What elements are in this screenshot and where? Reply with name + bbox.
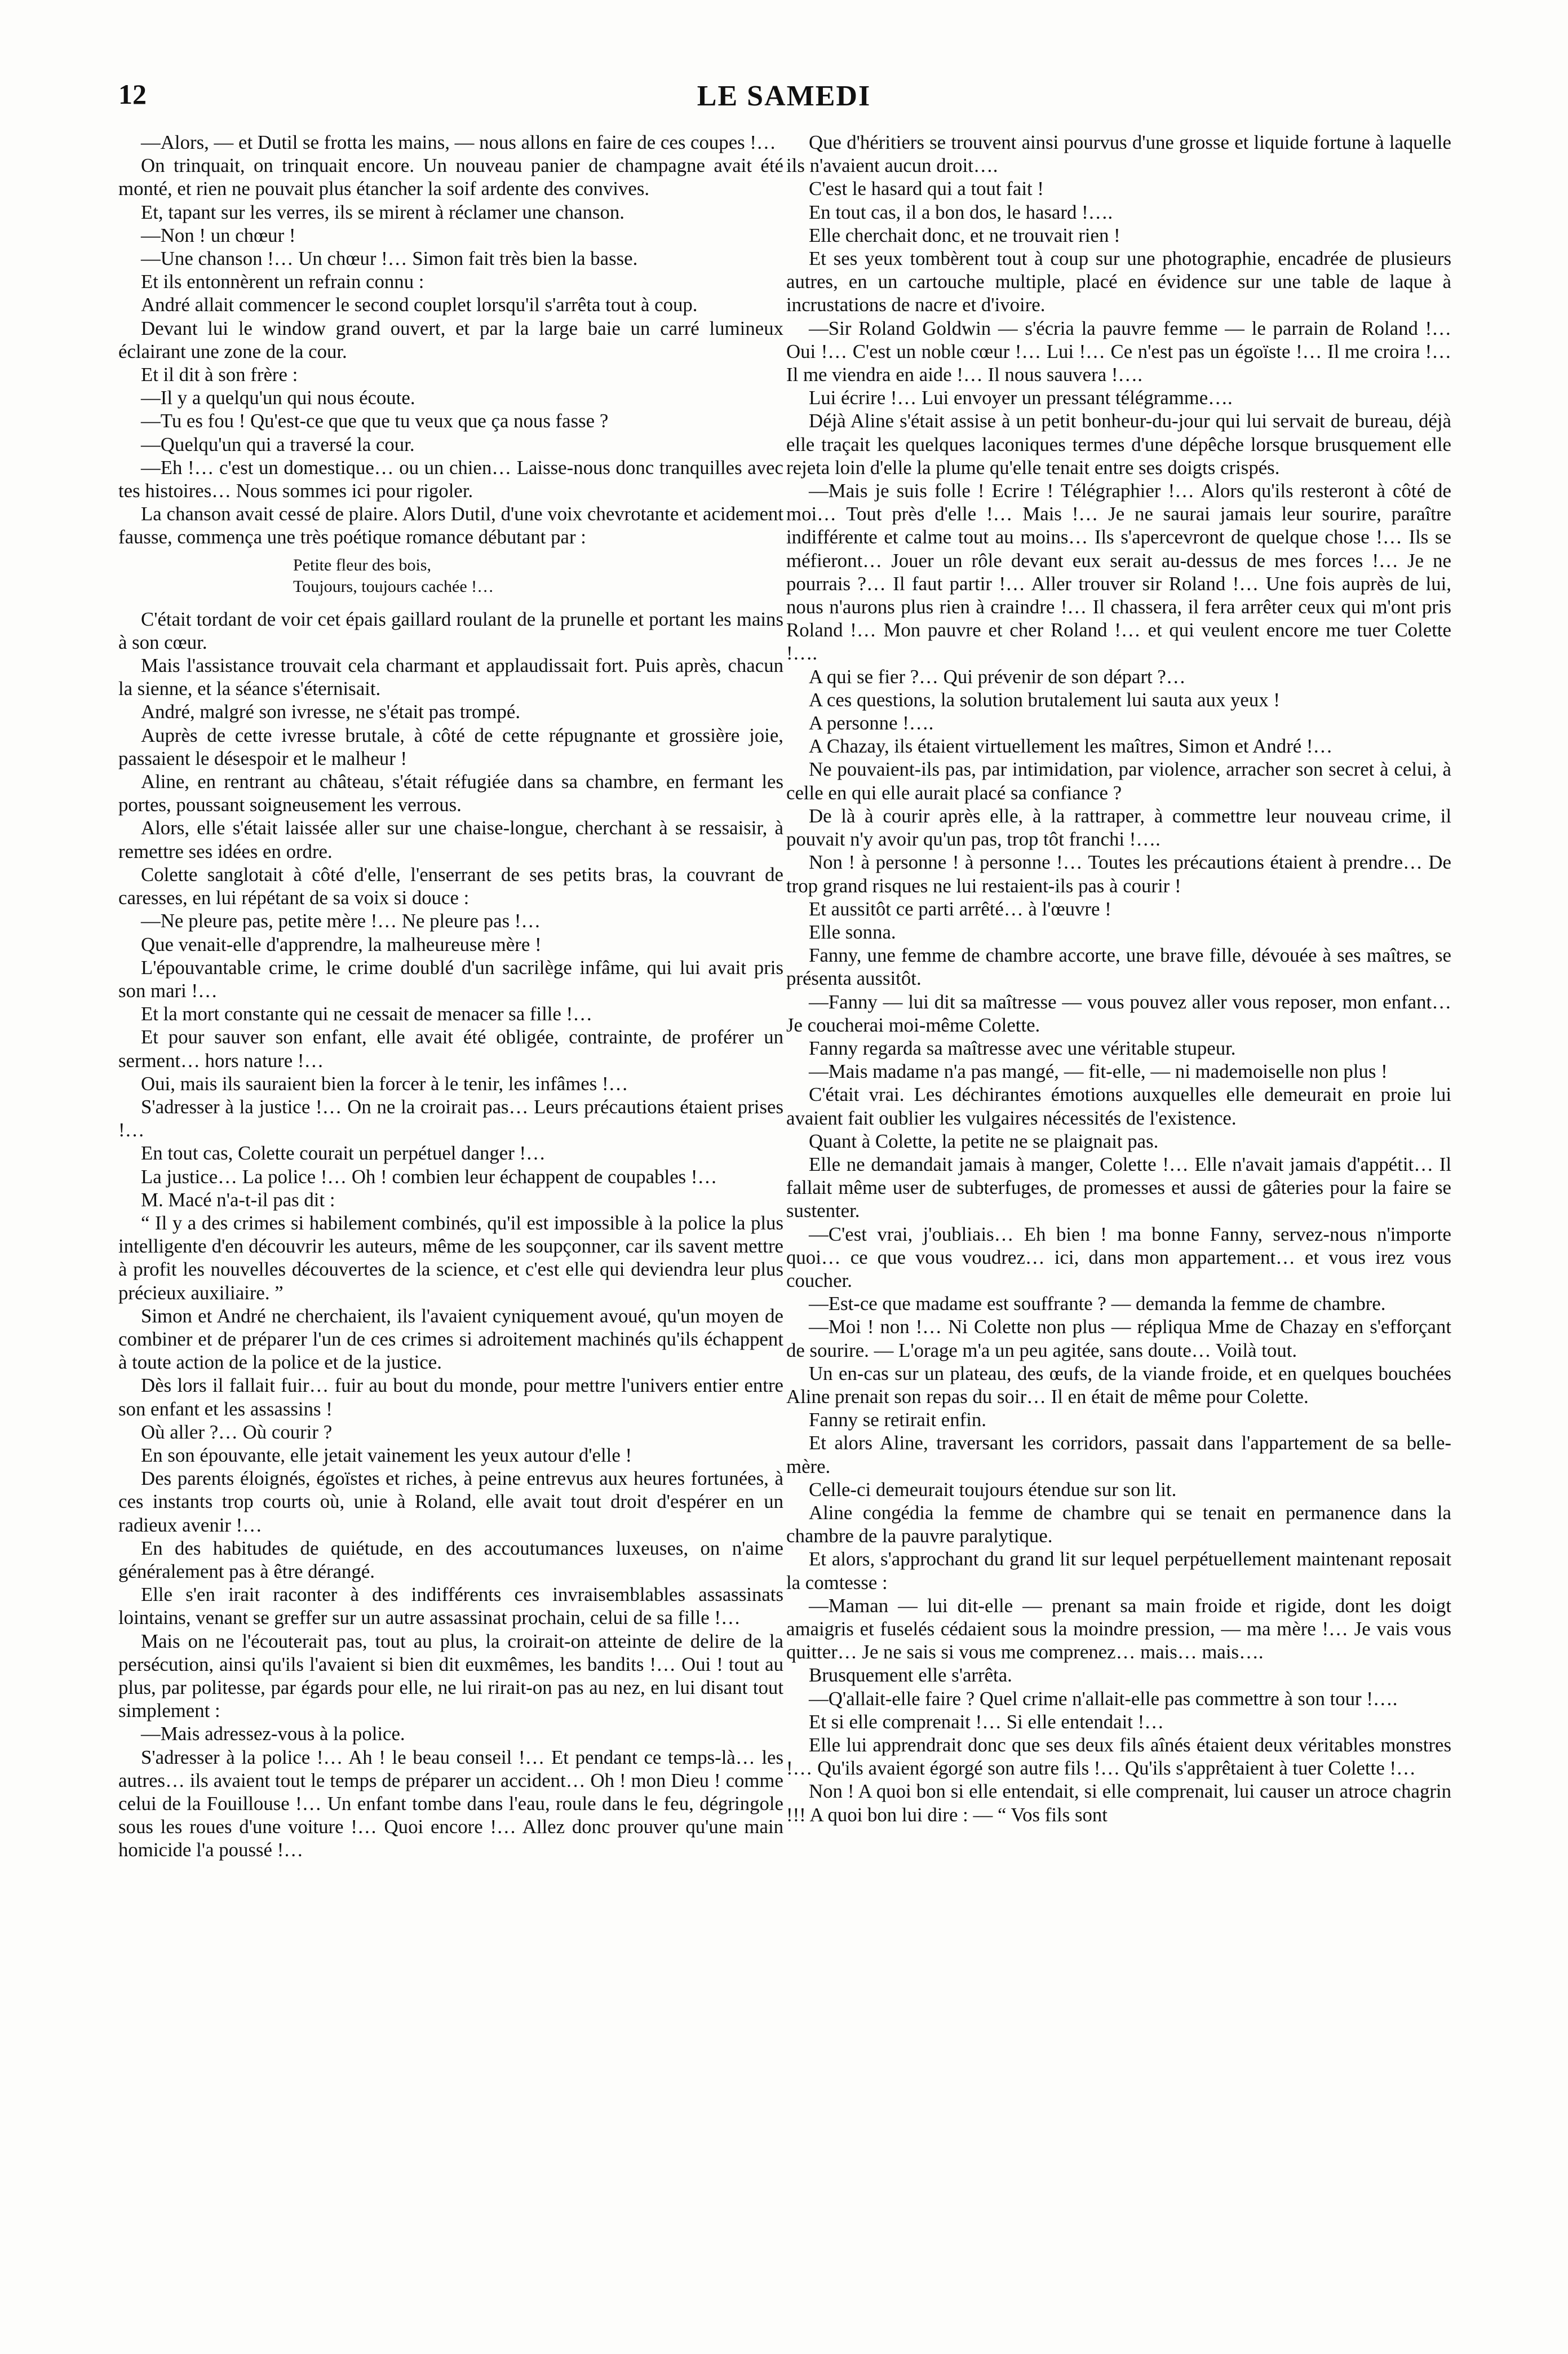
paragraph: En son épouvante, elle jetait vainement les yeux autour d'elle ! — [141, 1444, 632, 1466]
left-column — [118, 131, 783, 2318]
paragraph: Alors, elle s'était laissée aller sur une chaise-longue, cherchant à se ressaisir, à remettre ses idées en ordre. — [118, 817, 783, 862]
paragraph: Et ses yeux tombèrent tout à coup sur une photographie, encadrée de plusieurs autres, en un cartouche multiple, placé en évidence sur une table de laque à incrustations de nacre et d'ivoire. — [786, 247, 1451, 316]
paragraph: En tout cas, Colette courait un perpétuel danger !… — [141, 1142, 546, 1165]
paragraph: Un en-cas sur un plateau, des œufs, de la viande froide, et en quelques bouchées Aline prenait son repas du soir… Il en était de même pour Colette. — [786, 1362, 1451, 1408]
verse-line: Toujours, toujours cachée !… — [293, 577, 494, 596]
paragraph: M. Macé n'a-t-il pas dit : — [141, 1188, 335, 1211]
paragraph: Des parents éloignés, égoïstes et riches, à peine entrevus aux heures fortunées, à ces instants trop courts où, unie à Roland, elle avait tout droit d'espérer en un radieux avenir !… — [118, 1467, 783, 1536]
paragraph: C'est le hasard qui a tout fait ! — [809, 178, 1044, 200]
paragraph: Que d'héritiers se trouvent ainsi pourvus d'une grosse et liquide fortune à laquelle ils n'avaient aucun droit…. — [786, 131, 1451, 177]
paragraph: —Q'allait-elle faire ? Quel crime n'allait-elle pas commettre à son tour !…. — [809, 1687, 1398, 1710]
paragraph: Elle sonna. — [809, 921, 896, 943]
paragraph: —Une chanson !… Un chœur !… Simon fait très bien la basse. — [141, 247, 638, 270]
paragraph: —Eh !… c'est un domestique… ou un chien… Laisse-nous donc tranquilles avec tes histoires… Nous sommes ici pour rigoler. — [118, 456, 783, 502]
paragraph: Et alors Aline, traversant les corridors, passait dans l'appartement de sa belle-mère. — [786, 1432, 1451, 1477]
paragraph: La justice… La police !… Oh ! combien leur échappent de coupables !… — [141, 1165, 717, 1188]
paragraph: —Tu es fou ! Qu'est-ce que que tu veux que ça nous fasse ? — [141, 410, 609, 432]
paragraph: La chanson avait cessé de plaire. Alors Dutil, d'une voix chevrotante et acidement fausse, commença une très poétique romance débutant par : — [118, 503, 783, 548]
right-column — [786, 131, 1451, 2318]
paragraph: Et, tapant sur les verres, ils se mirent à réclamer une chanson. — [141, 201, 625, 223]
paragraph: S'adresser à la justice !… On ne la croirait pas… Leurs précautions étaient prises !… — [118, 1095, 783, 1141]
paragraph: A qui se fier ?… Qui prévenir de son départ ?… — [809, 665, 1186, 688]
paragraph: Aline, en rentrant au château, s'était réfugiée dans sa chambre, en fermant les portes, poussant soigneusement les verrous. — [118, 771, 783, 816]
paragraph: Fanny, une femme de chambre accorte, une brave fille, dévouée à ses maîtres, se présenta aussitôt. — [786, 944, 1451, 990]
paragraph: Dès lors il fallait fuir… fuir au bout du monde, pour mettre l'univers entier entre son enfant et les assassins ! — [118, 1374, 783, 1420]
paragraph: Colette sanglotait à côté d'elle, l'enserrant de ses petits bras, la couvrant de caresses, en lui répétant de sa voix si douce : — [118, 863, 783, 909]
paragraph: Fanny regarda sa maîtresse avec une véritable stupeur. — [809, 1037, 1236, 1059]
paragraph: —Est-ce que madame est souffrante ? — demanda la femme de chambre. — [809, 1293, 1386, 1315]
paragraph: —Fanny — lui dit sa maîtresse — vous pouvez aller vous reposer, mon enfant… Je coucherai moi-même Colette. — [786, 990, 1451, 1036]
paragraph: Oui, mais ils sauraient bien la forcer à le tenir, les infâmes !… — [141, 1072, 628, 1095]
paragraph: De là à courir après elle, à la rattraper, à commettre leur nouveau crime, il pouvait n'y avoir qu'un pas, trop tôt franchi !…. — [786, 804, 1451, 851]
paragraph: S'adresser à la police !… Ah ! le beau conseil !… Et pendant ce temps-là… les autres… ils avaient tout le temps de préparer un accident… Oh ! mon Dieu ! comme celui de la Fouillouse !… Un enfant tombe dans l'eau, roule dans le feu, dégringole sous les roues d'une voiture !… Quoi encore !… Allez donc prouver qu'une main homicide l'a poussé !… — [118, 1746, 783, 1861]
paragraph: Et si elle comprenait !… Si elle entendait !… — [809, 1710, 1164, 1733]
paragraph: Que venait-elle d'apprendre, la malheureuse mère ! — [141, 933, 542, 955]
paragraph: —Mais madame n'a pas mangé, — fit-elle, — ni mademoiselle non plus ! — [809, 1060, 1388, 1083]
paragraph: —C'est vrai, j'oubliais… Eh bien ! ma bonne Fanny, servez-nous n'importe quoi… ce que vous voudrez… ici, dans mon appartement… et vous irez vous coucher. — [786, 1223, 1451, 1291]
paragraph: Mais on ne l'écouterait pas, tout au plus, la croirait-on atteinte de delire de la persécution, ainsi qu'ils l'avaient si bien dit euxmêmes, les bandits !… Oui ! tout au plus, par politesse, par égards pour elle, ne lui rirait-on pas au nez, en lui disant tout simplement : — [118, 1630, 783, 1722]
paragraph: “ Il y a des crimes si habilement combinés, qu'il est impossible à la police la plus intelligente d'en découvrir les auteurs, même de les soupçonner, car ils savent mettre à profit les nouvelles découvertes de la science, et c'est elle qui deviendra leur plus précieux auxiliaire. ” — [118, 1211, 783, 1304]
song-verse — [118, 555, 783, 598]
paragraph: Et la mort constante qui ne cessait de menacer sa fille !… — [141, 1003, 592, 1025]
paragraph: —Moi ! non !… Ni Colette non plus — répliqua Mme de Chazay en s'efforçant de sourire. — L'orage m'a un peu agitée, sans doute… Voilà tout. — [786, 1316, 1451, 1361]
paragraph: Auprès de cette ivresse brutale, à côté de cette répugnante et grossière joie, passaient le désespoir et le malheur ! — [118, 724, 783, 769]
paragraph: André allait commencer le second couplet lorsqu'il s'arrêta tout à coup. — [141, 294, 698, 316]
paragraph: —Il y a quelqu'un qui nous écoute. — [141, 387, 415, 409]
verse-line: Petite fleur des bois, — [293, 555, 431, 574]
paragraph: C'était vrai. Les déchirantes émotions auxquelles elle demeurait en proie lui avaient fait oublier les vulgaires nécessités de l'existence. — [786, 1083, 1451, 1129]
page-header — [118, 73, 1450, 118]
paragraph: Elle lui apprendrait donc que ses deux fils aînés étaient deux véritables monstres !… Qu'ils avaient égorgé son autre fils !… Qu'ils s'apprêtaient à tuer Colette !… — [786, 1734, 1451, 1780]
paragraph: A Chazay, ils étaient virtuellement les maîtres, Simon et André !… — [809, 735, 1333, 758]
paragraph: A ces questions, la solution brutalement lui sauta aux yeux ! — [809, 688, 1280, 711]
paragraph: Et il dit à son frère : — [141, 364, 298, 386]
paragraph: Non ! à personne ! à personne !… Toutes les précautions étaient à prendre… De trop grand risques ne lui restaient-ils pas à courir ! — [786, 851, 1451, 897]
paragraph: Elle cherchait donc, et ne trouvait rien ! — [809, 224, 1120, 246]
paragraph: —Quelqu'un qui a traversé la cour. — [141, 433, 415, 455]
paragraph: Mais l'assistance trouvait cela charmant et applaudissait fort. Puis après, chacun la sienne, et la séance s'éternisait. — [118, 654, 783, 700]
paragraph: —Mais adressez-vous à la police. — [141, 1723, 405, 1745]
paragraph: Elle ne demandait jamais à manger, Colette !… Elle n'avait jamais d'appétit… Il fallait même user de subterfuges, de promesses et aussi de gâteries pour la faire se sustenter. — [786, 1153, 1451, 1222]
paragraph: André, malgré son ivresse, ne s'était pas trompé. — [141, 701, 521, 723]
paragraph: En des habitudes de quiétude, en des accoutumances luxeuses, on n'aime généralement pas à être dérangé. — [118, 1537, 783, 1582]
paragraph: Simon et André ne cherchaient, ils l'avaient cyniquement avoué, qu'un moyen de combiner et de préparer l'un de ces crimes si adroitement machinés qu'ils échappent à toute action de la police et de la justice. — [118, 1304, 783, 1374]
paragraph: C'était tordant de voir cet épais gaillard roulant de la prunelle et portant les mains à son cœur. — [118, 608, 783, 653]
paragraph: —Mais je suis folle ! Ecrire ! Télégraphier !… Alors qu'ils resteront à côté de moi… Tout près d'elle !… Mais !… Je ne saurai jamais leur sourire, paraître indifférente et calme tout au moins… Ils s'apercevront de quelque chose !… Ils se méfieront… Jouer un rôle devant eux serait au-dessus de mes forces !… Je ne pourrais ?… Il faut partir !… Aller trouver sir Roland !… Une fois auprès de lui, nous n'aurons plus rien à craindre !… Il chassera, il fera arrêter ceux qui m'ont pris Roland !… Mon pauvre et cher Roland !… et qui veulent encore me tuer Colette !…. — [786, 480, 1451, 665]
paragraph: Ne pouvaient-ils pas, par intimidation, par violence, arracher son secret à celui, à celle en qui elle aurait placé sa confiance ? — [786, 758, 1451, 804]
paragraph: Et aussitôt ce parti arrêté… à l'œuvre ! — [809, 897, 1111, 920]
paragraph: Où aller ?… Où courir ? — [141, 1421, 333, 1443]
paragraph: Brusquement elle s'arrêta. — [809, 1664, 1012, 1687]
paragraph: Quant à Colette, la petite ne se plaignait pas. — [809, 1130, 1159, 1152]
paragraph: Elle s'en irait raconter à des indifférents ces invraisemblables assassinats lointains, venant se greffer sur un autre assassinat prochain, celui de sa fille !… — [118, 1583, 783, 1629]
paragraph: En tout cas, il a bon dos, le hasard !…. — [809, 201, 1113, 223]
paragraph: —Maman — lui dit-elle — prenant sa main froide et rigide, dont les doigt amaigris et fuselés cédaient sous la moindre pression, — ma mère !… Je vais vous quitter… Je ne sais si vous me comprenez… mais… mais…. — [786, 1594, 1451, 1663]
paragraph: —Sir Roland Goldwin — s'écria la pauvre femme — le parrain de Roland !… Oui !… C'est un noble cœur !… Lui !… Ce n'est pas un égoïste !… Il me croira !… Il me viendra en aide !… Il nous sauvera !…. — [786, 317, 1451, 386]
paragraph: Déjà Aline s'était assise à un petit bonheur-du-jour qui lui servait de bureau, déjà elle traçait les quelques laconiques termes d'une dépêche lorsque brusquement elle rejeta loin d'elle la plume qu'elle tenait entre ses doigts crispés. — [786, 410, 1451, 479]
page-number: 12 — [118, 78, 147, 110]
paragraph: —Alors, — et Dutil se frotta les mains, — nous allons en faire de ces coupes !… — [141, 131, 776, 153]
running-title: LE SAMEDI — [697, 79, 871, 112]
paragraph: Et ils entonnèrent un refrain connu : — [141, 271, 424, 293]
paragraph: Fanny se retirait enfin. — [809, 1409, 987, 1431]
paragraph: On trinquait, on trinquait encore. Un nouveau panier de champagne avait été monté, et rien ne pouvait plus étancher la soif ardente des convives. — [118, 154, 783, 200]
paragraph: Celle-ci demeurait toujours étendue sur son lit. — [809, 1478, 1177, 1501]
paragraph: Devant lui le window grand ouvert, et par la large baie un carré lumineux éclairant une zone de la cour. — [118, 317, 783, 362]
paragraph: Et alors, s'approchant du grand lit sur lequel perpétuellement maintenant reposait la comtesse : — [786, 1548, 1451, 1594]
paragraph: Aline congédia la femme de chambre qui se tenait en permanence dans la chambre de la pauvre paralytique. — [786, 1501, 1451, 1547]
paragraph: —Ne pleure pas, petite mère !… Ne pleure pas !… — [141, 910, 541, 932]
paragraph: Et pour sauver son enfant, elle avait été obligée, contrainte, de proférer un serment… hors nature !… — [118, 1026, 783, 1072]
paragraph: Lui écrire !… Lui envoyer un pressant télégramme…. — [809, 387, 1233, 409]
paragraph: L'épouvantable crime, le crime doublé d'un sacrilège infâme, qui lui avait pris son mari !… — [118, 956, 783, 1002]
paragraph: —Non ! un chœur ! — [141, 224, 296, 246]
paragraph: Non ! A quoi bon si elle entendait, si elle comprenait, lui causer un atroce chagrin !!! A quoi bon lui dire : — “ Vos fils sont — [786, 1780, 1451, 1826]
paragraph: A personne !…. — [809, 712, 934, 734]
